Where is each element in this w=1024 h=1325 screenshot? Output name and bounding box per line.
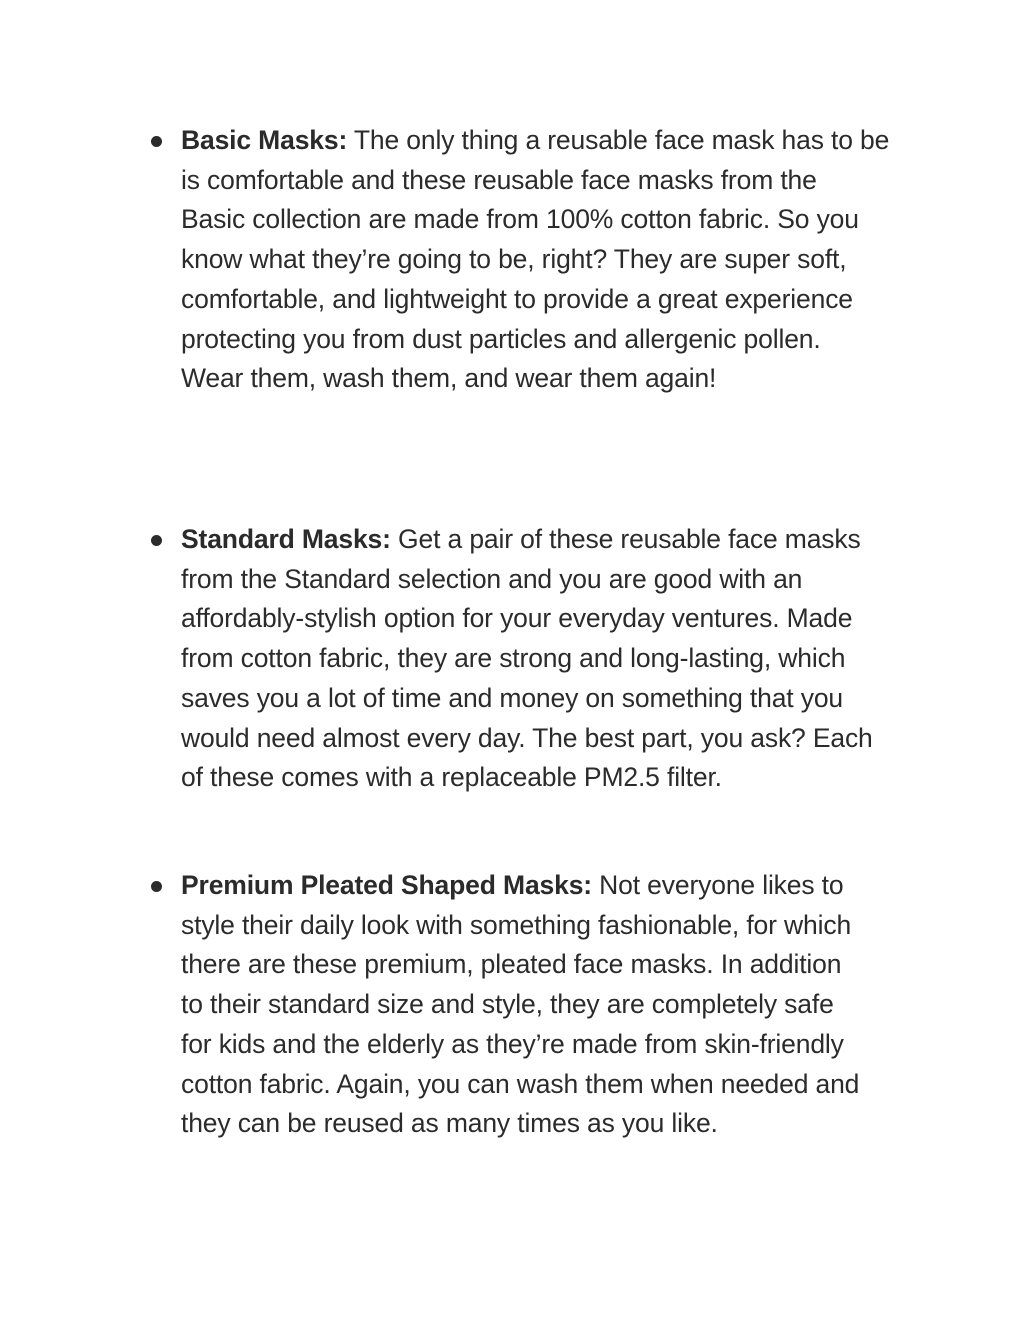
item-line: from cotton fabric, they are strong and long-lasting, which [181, 643, 846, 674]
item-heading: Basic Masks: [181, 125, 348, 155]
item-line: style their daily look with something fashionable, for which [181, 909, 852, 940]
item-line: affordably-stylish option for your everyday ventures. Made [181, 603, 853, 634]
item-line: cotton fabric. Again, you can wash them when needed and [181, 1068, 860, 1099]
item-line: know what they’re going to be, right? They are super soft, [181, 244, 847, 275]
list-item-premium-pleated-shaped-masks [181, 866, 911, 1144]
item-first-line [181, 520, 911, 560]
item-line: would need almost every day. The best part, you ask? Each [181, 722, 873, 753]
item-first-line-text: Get a pair of these reusable face masks [390, 524, 861, 554]
item-line: there are these premium, pleated face masks. In addition [181, 949, 842, 980]
item-line: saves you a lot of time and money on something that you [181, 682, 844, 713]
item-line: they can be reused as many times as you like. [181, 1108, 718, 1139]
item-line: Basic collection are made from 100% cotton fabric. So you [181, 204, 859, 235]
item-line: to their standard size and style, they are completely safe [181, 989, 834, 1020]
item-line: comfortable, and lightweight to provide a great experience [181, 283, 853, 314]
item-line: of these comes with a replaceable PM2.5 filter. [181, 762, 722, 793]
bullet-icon [151, 881, 162, 892]
item-heading: Standard Masks: [181, 524, 391, 554]
bullet-icon [151, 136, 162, 147]
bullet-icon [151, 535, 162, 546]
item-line: protecting you from dust particles and allergenic pollen. [181, 323, 821, 354]
list-item-basic-masks [181, 121, 911, 399]
item-first-line [181, 866, 911, 906]
item-heading: Premium Pleated Shaped Masks: [181, 870, 592, 900]
item-line: for kids and the elderly as they’re made from skin-friendly [181, 1028, 844, 1059]
item-first-line [181, 121, 911, 161]
item-line: is comfortable and these reusable face masks from the [181, 164, 817, 195]
item-line: from the Standard selection and you are good with an [181, 563, 803, 594]
item-first-line-text: The only thing a reusable face mask has to be [347, 125, 890, 155]
item-line: Wear them, wash them, and wear them again! [181, 363, 717, 394]
list-item-standard-masks [181, 520, 911, 798]
item-first-line-text: Not everyone likes to [591, 870, 844, 900]
